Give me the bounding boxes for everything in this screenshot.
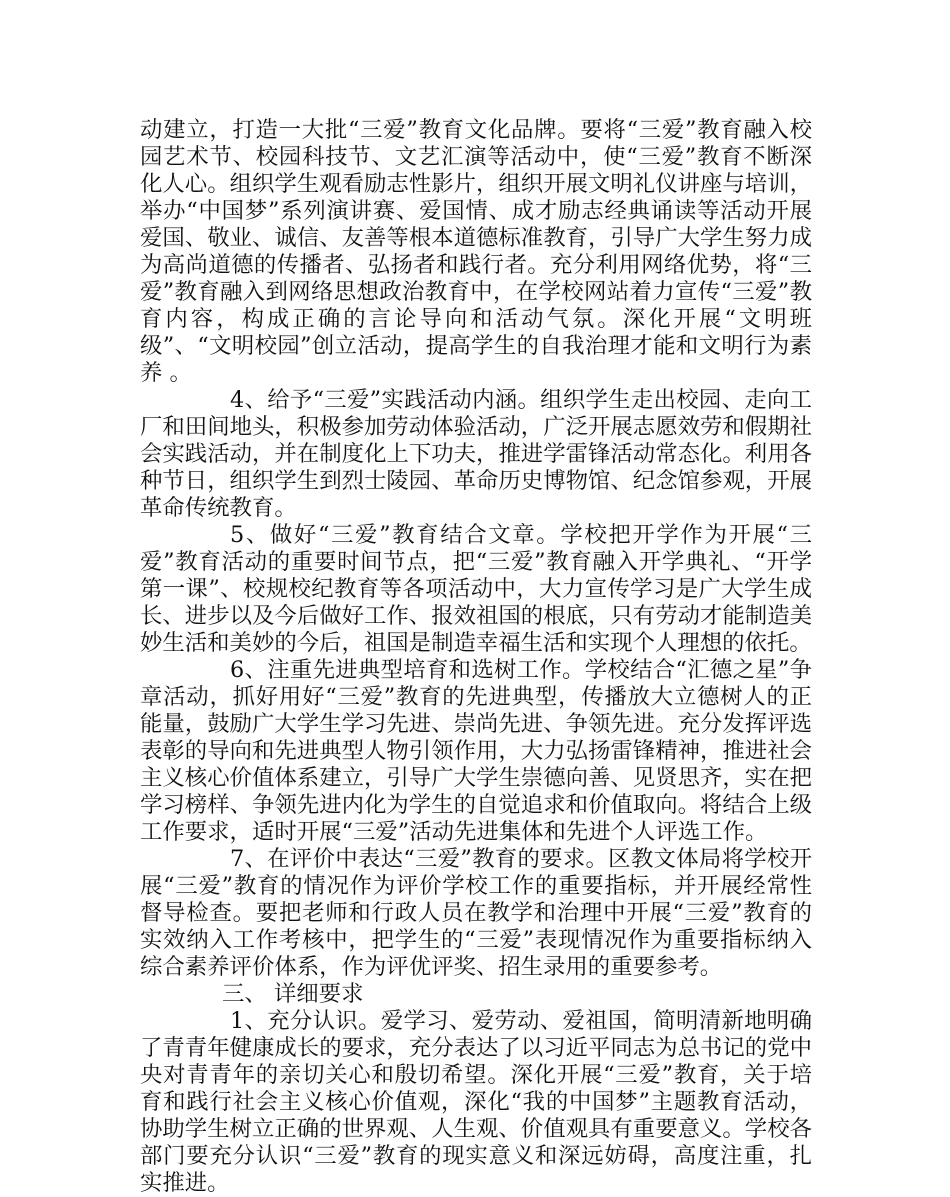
paragraph-item-4: 4、给予“三爱”实践活动内涵。组织学生走出校园、走向工厂和田间地头，积极参加劳动体验活动，广泛开展志愿效劳和假期社会实践活动，并在制度化上下功夫，推进学雷锋活动常态化。利用各种节日，组织学生到烈士陵园、革命历史博物馆、纪念馆参观，开展革命传统教育。	[140, 387, 812, 521]
paragraph-item-7: 7、在评价中表达“三爱”教育的要求。区教文体局将学校开展“三爱”教育的情况作为评价学校工作的重要指标，并开展经常性督导检查。要把老师和行政人员在教学和治理中开展“三爱”教育的实效纳入工作考核中，把学生的“三爱”表现情况作为重要指标纳入综合素养评价体系，作为评优评奖、招生录用的重要参考。	[140, 846, 812, 980]
paragraph-continued: 动建立，打造一大批“三爱”教育文化品牌。要将“三爱”教育融入校园艺术节、校园科技节、文艺汇演等活动中，使“三爱”教育不断深化人心。组织学生观看励志性影片，组织开展文明礼仪讲座与培训，举办“中国梦”系列演讲赛、爱国情、成才励志经典诵读等活动开展爱国、敬业、诚信、友善等根本道德标准教育，引导广大学生努力成为高尚道德的传播者、弘扬者和践行者。充分利用网络优势，将“三爱”教育融入到网络思想政治教育中，在学校网站着力宣传“三爱”教育内容，构成正确的言论导向和活动气氛。深化开展“文明班级”、“文明校园”创立活动，提高学生的自我治理才能和文明行为素养 。	[140, 117, 812, 386]
document-page	[140, 117, 812, 1197]
paragraph-item-5: 5、做好“三爱”教育结合文章。学校把开学作为开展“三爱”教育活动的重要时间节点，把“三爱”教育融入开学典礼、“开学第一课”、校规校纪教育等各项活动中，大力宣传学习是广大学生成长、进步以及今后做好工作、报效祖国的根底，只有劳动才能制造美妙生活和美妙的今后，祖国是制造幸福生活和实现个人理想的依托。	[140, 522, 812, 656]
paragraph-requirement-1: 1、充分认识。爱学习、爱劳动、爱祖国，简明清新地明确了青青年健康成长的要求，充分表达了以习近平同志为总书记的党中央对青青年的亲切关心和殷切希望。深化开展“三爱”教育，关于培育和践行社会主义核心价值观，深化“我的中国梦”主题教育活动，协助学生树立正确的世界观、人生观、价值观具有重要意义。学校各部门要充分认识“三爱”教育的现实意义和深远妨碍，高度注重，扎实推进。	[140, 1008, 812, 1196]
section-heading-3: 三、 详细要求	[222, 981, 364, 1007]
paragraph-item-6: 6、注重先进典型培育和选树工作。学校结合“汇德之星”争章活动，抓好用好“三爱”教育的先进典型，传播放大立德树人的正能量，鼓励广大学生学习先进、崇尚先进、争领先进。充分发挥评选表彰的导向和先进典型人物引领作用，大力弘扬雷锋精神，推进社会主义核心价值体系建立，引导广大学生崇德向善、见贤思齐，实在把学习榜样、争领先进内化为学生的自觉追求和价值取向。将结合上级工作要求，适时开展“三爱”活动先进集体和先进个人评选工作。	[140, 657, 812, 845]
